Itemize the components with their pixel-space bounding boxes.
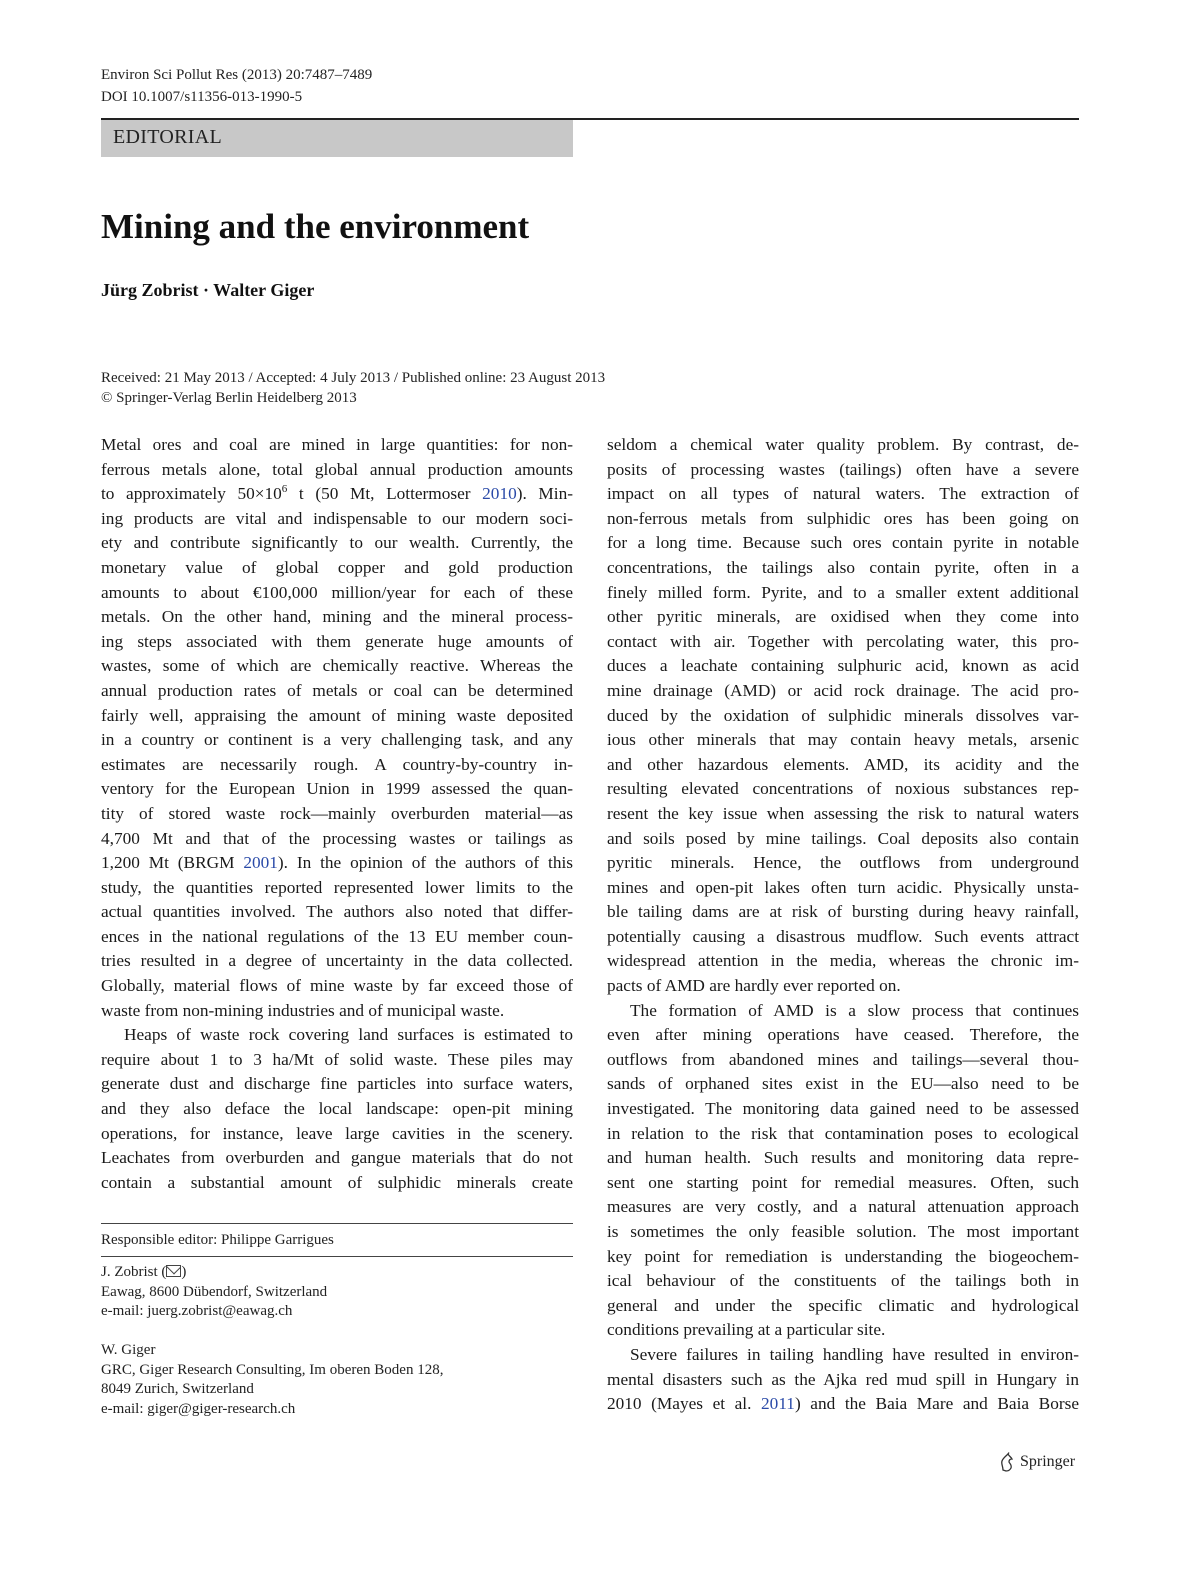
text-line: mine drainage (AMD) or acid rock drainage. The acid pro- — [607, 680, 1079, 700]
text-line: 1,200 Mt (BRGM 2001). In the opinion of the authors of this — [101, 853, 573, 873]
right-paragraph-2 — [607, 999, 1079, 1343]
text-line: fairly well, appraising the amount of mining waste deposited — [101, 705, 573, 725]
text-line: operations, for instance, leave large cavities in the scenery. — [101, 1123, 573, 1143]
text-line: duced by the oxidation of sulphidic minerals dissolves var- — [607, 705, 1079, 725]
text-line: concentrations, the tailings also contain pyrite, often in a — [607, 557, 1079, 577]
author-name: J. Zobrist ( ) — [101, 1264, 187, 1280]
reference-link[interactable]: 2001 — [243, 853, 278, 873]
text-line: ferrous metals alone, total global annual production amounts — [101, 459, 573, 479]
text-line: ences in the national regulations of the 13 EU member coun- — [101, 926, 573, 946]
text-line: Leachates from overburden and gangue materials that do not — [101, 1148, 573, 1168]
section-label: EDITORIAL — [113, 126, 222, 148]
text-line: wastes, some of which are chemically reactive. Whereas the — [101, 656, 573, 676]
author-email[interactable]: e-mail: giger@giger-research.ch — [101, 1400, 296, 1417]
text-line: generate dust and discharge fine particles into surface waters, — [101, 1074, 573, 1094]
text-line: annual production rates of metals or coal can be determined — [101, 680, 573, 700]
text-line: require about 1 to 3 ha/Mt of solid waste. These piles may — [101, 1049, 573, 1069]
left-paragraph-2 — [101, 1023, 573, 1195]
article-title: Mining and the environment — [101, 207, 530, 246]
text-line: is sometimes the only feasible solution. The most important — [607, 1222, 1079, 1241]
doi-line: DOI 10.1007/s11356-013-1990-5 — [101, 89, 303, 105]
author-affiliation-1 — [101, 1263, 327, 1322]
text-line: to approximately $50\times 10^6$ t (50 Mt, Lottermoser 2010). Min- — [101, 483, 573, 504]
text-line: ble tailing dams are at risk of bursting during heavy rainfall, — [607, 902, 1079, 922]
text-line: resent the key issue when assessing the risk to natural waters — [607, 803, 1079, 823]
text-line: even after mining operations have ceased. Therefore, the — [607, 1025, 1079, 1045]
text-line: and they also deface the local landscape: open-pit mining — [101, 1099, 573, 1119]
responsible-editor: Responsible editor: Philippe Garrigues — [101, 1232, 334, 1248]
text-line: and human health. Such results and monitoring data repre- — [607, 1148, 1079, 1168]
text-line: Metal ores and coal are mined in large quantities: for non- — [101, 435, 573, 454]
left-column — [101, 433, 573, 1195]
left-paragraph-1 — [101, 433, 573, 1023]
text-line: Severe failures in tailing handling have resulted in environ- — [630, 1344, 1079, 1364]
text-line: for a long time. Because such ores contain pyrite in notable — [607, 533, 1079, 553]
footnote-rule — [101, 1223, 573, 1224]
text-line: contact with air. Together with percolating water, this pro- — [607, 631, 1079, 651]
section-label-bar — [101, 120, 573, 157]
received-accepted-dates: Received: 21 May 2013 / Accepted: 4 July 2013 / Published online: 23 August 2013 — [101, 370, 606, 386]
author-address: GRC, Giger Research Consulting, Im oberen Boden 128, — [101, 1361, 444, 1378]
superscript: 6 — [281, 483, 288, 496]
text-line: ing products are vital and indispensable to our modern soci- — [101, 508, 573, 528]
journal-line: Environ Sci Pollut Res (2013) 20:7487–7489 — [101, 67, 373, 83]
text-line: pyritic minerals. Hence, the outflows from underground — [607, 853, 1079, 873]
text-line: tity of stored waste rock—mainly overburden material—as — [101, 803, 573, 823]
text-line: impact on all types of natural waters. The extraction of — [607, 484, 1079, 504]
publisher-mark — [998, 1452, 1075, 1472]
journal-citation — [101, 64, 372, 108]
author-affiliation-2 — [101, 1341, 443, 1419]
text-line: finely milled form. Pyrite, and to a smaller extent additional — [607, 582, 1079, 602]
text-line: general and under the specific climatic and hydrological — [607, 1295, 1079, 1315]
text-line: and soils posed by mine tailings. Coal deposits also contain — [607, 828, 1079, 848]
text-line: ety and contribute significantly to our wealth. Currently, the — [101, 533, 573, 553]
text-line: measures are very costly, and a natural attenuation approach — [607, 1197, 1079, 1217]
right-paragraph-3 — [607, 1343, 1079, 1417]
right-paragraph-1 — [607, 433, 1079, 999]
author-email[interactable]: e-mail: juerg.zobrist@eawag.ch — [101, 1303, 293, 1319]
text-line: and other hazardous elements. AMD, its acidity and the — [607, 754, 1079, 774]
publisher-name: Springer — [1020, 1453, 1076, 1470]
article-authors: Jürg Zobrist · Walter Giger — [101, 280, 315, 300]
text-line: mental disasters such as the Ajka red mud spill in Hungary in — [607, 1369, 1079, 1389]
author-address: Eawag, 8600 Dübendorf, Switzerland — [101, 1283, 328, 1300]
author-name: W. Giger — [101, 1342, 156, 1358]
text-line: ing steps associated with them generate huge amounts of — [101, 631, 573, 651]
text-line: estimates are necessarily rough. A country-by-country in- — [101, 754, 573, 774]
reference-link[interactable]: 2010 — [482, 484, 517, 504]
text-line: mines and open-pit lakes often turn acidic. Physically unsta- — [607, 877, 1079, 897]
text-line: potentially causing a disastrous mudflow. Such events attract — [607, 926, 1079, 946]
springer-horse-icon — [998, 1452, 1016, 1472]
text-line: amounts to about €100,000 million/year for each of these — [101, 582, 573, 602]
author-address: 8049 Zurich, Switzerland — [101, 1381, 254, 1397]
text-line: 2010 (Mayes et al. 2011) and the Baia Mare and Baia Borse — [607, 1394, 1079, 1414]
text-line: ventory for the European Union in 1999 assessed the quan- — [101, 779, 573, 799]
text-line: waste from non-mining industries and of municipal waste. — [101, 1000, 505, 1020]
text-line: posits of processing wastes (tailings) often have a severe — [607, 459, 1079, 479]
copyright-line: © Springer-Verlag Berlin Heidelberg 2013 — [101, 390, 357, 406]
text-line: sands of orphaned sites exist in the EU—also need to be — [607, 1074, 1079, 1094]
text-line: duces a leachate containing sulphuric acid, known as acid — [607, 656, 1079, 676]
text-line: sent one starting point for remedial measures. Often, such — [607, 1172, 1079, 1192]
text-line: other pyritic minerals, are oxidised when they come into — [607, 607, 1079, 627]
footnote-rule — [101, 1256, 573, 1257]
text-line: Globally, material flows of mine waste by far exceed those of — [101, 976, 573, 996]
text-line: tries resulted in a degree of uncertainty in the data collected. — [101, 951, 573, 971]
right-column — [607, 433, 1079, 1417]
envelope-icon[interactable] — [166, 1265, 181, 1277]
text-line: in relation to the risk that contamination poses to ecological — [607, 1123, 1079, 1143]
text-line: contain a substantial amount of sulphidic minerals create — [101, 1172, 573, 1192]
text-line: pacts of AMD are hardly ever reported on. — [607, 976, 901, 996]
text-line: 4,700 Mt and that of the processing wastes or tailings as — [101, 828, 573, 848]
text-line: ical behaviour of the constituents of the tailings both in — [607, 1271, 1079, 1291]
text-line: Heaps of waste rock covering land surfaces is estimated to — [124, 1025, 573, 1045]
text-line: in a country or continent is a very challenging task, and any — [101, 730, 573, 750]
text-line: outflows from abandoned mines and tailings—several thou- — [607, 1049, 1079, 1069]
text-line: widespread attention in the media, whereas the chronic im- — [607, 951, 1079, 971]
reference-link[interactable]: 2011 — [761, 1394, 795, 1414]
text-line: ious other minerals that may contain heavy metals, arsenic — [607, 730, 1079, 750]
text-line: actual quantities involved. The authors also noted that differ- — [101, 902, 573, 922]
text-line: key point for remediation is understanding the biogeochem- — [607, 1246, 1079, 1266]
text-line: study, the quantities reported represented lower limits to the — [101, 877, 573, 897]
text-line: resulting elevated concentrations of noxious substances rep- — [607, 779, 1079, 799]
text-line: non-ferrous metals from sulphidic ores has been going on — [607, 508, 1079, 528]
text-line: investigated. The monitoring data gained need to be assessed — [607, 1099, 1079, 1119]
text-line: seldom a chemical water quality problem. By contrast, de- — [607, 435, 1079, 454]
text-line: monetary value of global copper and gold production — [101, 557, 573, 577]
article-dates — [101, 368, 605, 408]
text-line: The formation of AMD is a slow process that continues — [630, 1000, 1079, 1020]
text-line: metals. On the other hand, mining and the mineral process- — [101, 607, 573, 627]
text-line: conditions prevailing at a particular site. — [607, 1320, 886, 1340]
